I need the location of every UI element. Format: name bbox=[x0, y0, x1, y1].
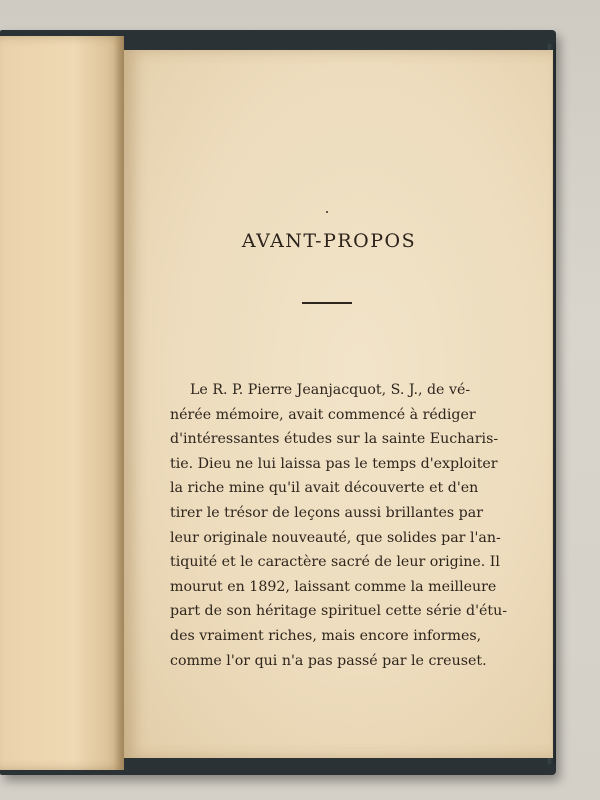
paper-speck bbox=[326, 211, 328, 213]
paragraph-line: tie. Dieu ne lui laissa pas le temps d'exploiter bbox=[170, 455, 498, 472]
paragraph-line: part de son héritage spirituel cette série d'étu- bbox=[170, 603, 508, 620]
paragraph-line: Le R. P. Pierre Jeanjacquot, S. J., de vé- bbox=[190, 382, 471, 398]
paragraph-line: comme l'or qui n'a pas passé par le creuset. bbox=[170, 652, 487, 669]
left-page bbox=[0, 36, 124, 770]
paragraph-line: d'intéressantes études sur la sainte Eucharis- bbox=[170, 431, 499, 448]
paragraph-line: mourut en 1892, laissant comme la meilleure bbox=[170, 578, 497, 595]
paragraph-line: des vraiment riches, mais encore informes, bbox=[170, 627, 482, 644]
heading-rule bbox=[302, 302, 352, 304]
paragraph-line: la riche mine qu'il avait découverte et d'en bbox=[170, 480, 479, 497]
page-heading: AVANT-PROPOS bbox=[241, 230, 417, 252]
paragraph-line: tiquité et le caractère sacré de leur origine. Il bbox=[170, 554, 500, 571]
paragraph-line: tirer le trésor de leçons aussi brillantes par bbox=[170, 504, 483, 521]
preface-paragraph bbox=[170, 378, 508, 673]
paragraph-line: leur originale nouveauté, que solides par l'an- bbox=[170, 529, 501, 546]
paragraph-line: nérée mémoire, avait commencé à rédiger bbox=[170, 406, 476, 423]
